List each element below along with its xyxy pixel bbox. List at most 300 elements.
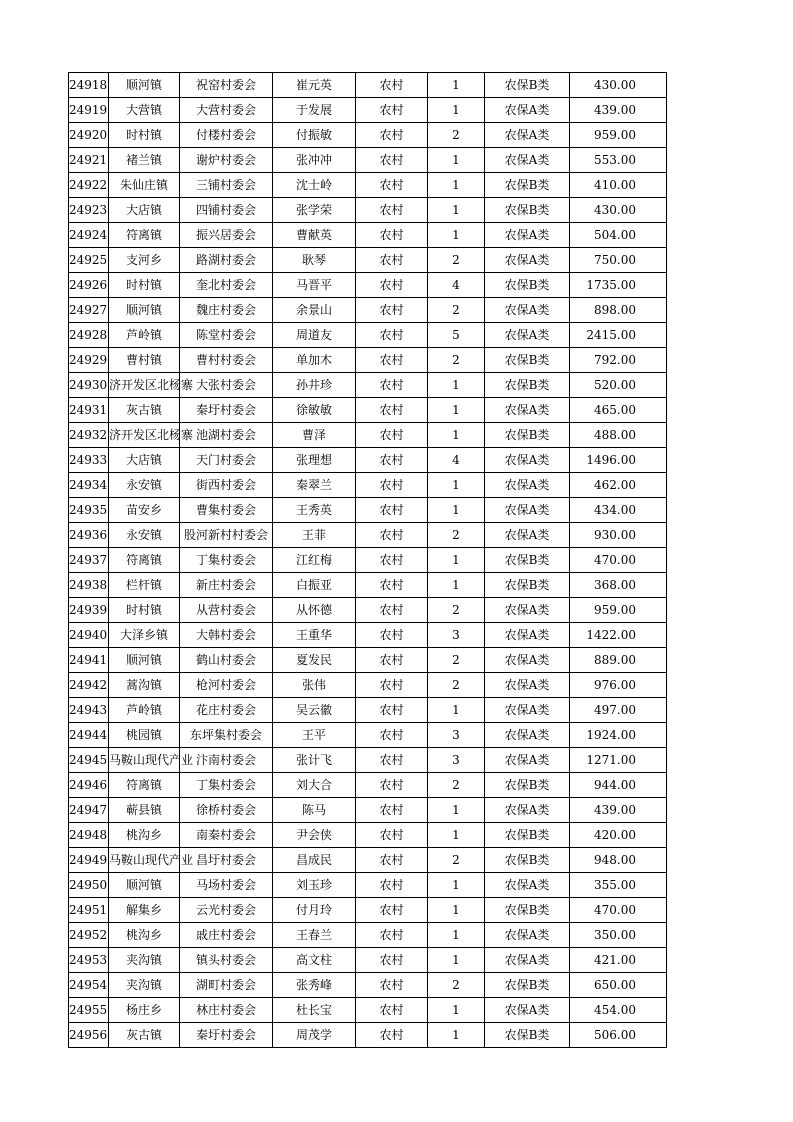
village-committee-cell: 花庄村委会 <box>180 698 273 723</box>
insurance-category-cell: 农保B类 <box>485 198 570 223</box>
record-id-cell: 24925 <box>69 248 109 273</box>
household-count-cell: 1 <box>428 473 485 498</box>
amount-cell: 792.00 <box>570 348 667 373</box>
table-row <box>69 698 667 723</box>
village-committee-cell: 东坪集村委会 <box>180 723 273 748</box>
amount-cell: 959.00 <box>570 123 667 148</box>
amount-cell: 504.00 <box>570 223 667 248</box>
area-type-cell: 农村 <box>356 598 428 623</box>
area-type-cell: 农村 <box>356 473 428 498</box>
person-name-cell: 王春兰 <box>273 923 356 948</box>
amount-cell: 470.00 <box>570 898 667 923</box>
person-name-cell: 刘大合 <box>273 773 356 798</box>
town-cell: 桃园镇 <box>109 723 180 748</box>
record-id-cell: 24921 <box>69 148 109 173</box>
town-cell: 永安镇 <box>109 523 180 548</box>
area-type-cell: 农村 <box>356 198 428 223</box>
record-id-cell: 24941 <box>69 648 109 673</box>
insurance-category-cell: 农保A类 <box>485 223 570 248</box>
village-committee-cell: 镇头村委会 <box>180 948 273 973</box>
record-id-cell: 24919 <box>69 98 109 123</box>
record-id-cell: 24934 <box>69 473 109 498</box>
insurance-category-cell: 农保A类 <box>485 473 570 498</box>
area-type-cell: 农村 <box>356 673 428 698</box>
insurance-category-cell: 农保B类 <box>485 573 570 598</box>
village-committee-cell: 振兴居委会 <box>180 223 273 248</box>
record-id-cell: 24955 <box>69 998 109 1023</box>
person-name-cell: 徐敏敏 <box>273 398 356 423</box>
table-row <box>69 998 667 1023</box>
village-committee-cell: 大张村委会 <box>180 373 273 398</box>
insurance-category-cell: 农保A类 <box>485 148 570 173</box>
insurance-category-cell: 农保B类 <box>485 548 570 573</box>
record-id-cell: 24956 <box>69 1023 109 1048</box>
person-name-cell: 耿琴 <box>273 248 356 273</box>
amount-cell: 944.00 <box>570 773 667 798</box>
amount-cell: 421.00 <box>570 948 667 973</box>
household-count-cell: 1 <box>428 198 485 223</box>
town-cell: 大营镇 <box>109 98 180 123</box>
area-type-cell: 农村 <box>356 273 428 298</box>
village-committee-cell: 曹村村委会 <box>180 348 273 373</box>
village-committee-cell: 谢炉村委会 <box>180 148 273 173</box>
area-type-cell: 农村 <box>356 623 428 648</box>
table-row <box>69 248 667 273</box>
village-committee-cell: 路湖村委会 <box>180 248 273 273</box>
town-cell: 灰古镇 <box>109 1023 180 1048</box>
village-committee-cell: 四铺村委会 <box>180 198 273 223</box>
insurance-category-cell: 农保B类 <box>485 423 570 448</box>
amount-cell: 1735.00 <box>570 273 667 298</box>
area-type-cell: 农村 <box>356 948 428 973</box>
amount-cell: 465.00 <box>570 398 667 423</box>
area-type-cell: 农村 <box>356 723 428 748</box>
record-id-cell: 24933 <box>69 448 109 473</box>
town-cell: 灰古镇 <box>109 398 180 423</box>
household-count-cell: 1 <box>428 173 485 198</box>
household-count-cell: 2 <box>428 673 485 698</box>
amount-cell: 976.00 <box>570 673 667 698</box>
table-row <box>69 348 667 373</box>
table-row <box>69 223 667 248</box>
person-name-cell: 周茂学 <box>273 1023 356 1048</box>
record-id-cell: 24927 <box>69 298 109 323</box>
household-count-cell: 4 <box>428 273 485 298</box>
household-count-cell: 1 <box>428 998 485 1023</box>
amount-cell: 410.00 <box>570 173 667 198</box>
village-committee-cell: 马场村委会 <box>180 873 273 898</box>
household-count-cell: 1 <box>428 373 485 398</box>
village-committee-cell: 天门村委会 <box>180 448 273 473</box>
household-count-cell: 1 <box>428 698 485 723</box>
person-name-cell: 孙井珍 <box>273 373 356 398</box>
area-type-cell: 农村 <box>356 548 428 573</box>
amount-cell: 898.00 <box>570 298 667 323</box>
household-count-cell: 2 <box>428 773 485 798</box>
person-name-cell: 刘玉珍 <box>273 873 356 898</box>
town-cell: 符离镇 <box>109 773 180 798</box>
area-type-cell: 农村 <box>356 798 428 823</box>
village-committee-cell: 徐桥村委会 <box>180 798 273 823</box>
insurance-category-cell: 农保B类 <box>485 348 570 373</box>
person-name-cell: 张冲冲 <box>273 148 356 173</box>
record-id-cell: 24946 <box>69 773 109 798</box>
household-count-cell: 2 <box>428 648 485 673</box>
amount-cell: 1924.00 <box>570 723 667 748</box>
village-committee-cell: 湖町村委会 <box>180 973 273 998</box>
record-id-cell: 24932 <box>69 423 109 448</box>
amount-cell: 948.00 <box>570 848 667 873</box>
person-name-cell: 张理想 <box>273 448 356 473</box>
table-row <box>69 773 667 798</box>
person-name-cell: 陈马 <box>273 798 356 823</box>
town-cell: 蕲县镇 <box>109 798 180 823</box>
person-name-cell: 周道友 <box>273 323 356 348</box>
amount-cell: 462.00 <box>570 473 667 498</box>
town-cell: 芦岭镇 <box>109 323 180 348</box>
town-cell: 栏杆镇 <box>109 573 180 598</box>
record-id-cell: 24943 <box>69 698 109 723</box>
table-row <box>69 748 667 773</box>
record-id-cell: 24929 <box>69 348 109 373</box>
person-name-cell: 付振敏 <box>273 123 356 148</box>
area-type-cell: 农村 <box>356 1023 428 1048</box>
town-cell: 大泽乡镇 <box>109 623 180 648</box>
table-row <box>69 373 667 398</box>
area-type-cell: 农村 <box>356 498 428 523</box>
record-id-cell: 24952 <box>69 923 109 948</box>
household-count-cell: 2 <box>428 348 485 373</box>
amount-cell: 439.00 <box>570 798 667 823</box>
household-count-cell: 1 <box>428 73 485 98</box>
amount-cell: 959.00 <box>570 598 667 623</box>
town-cell: 朱仙庄镇 <box>109 173 180 198</box>
amount-cell: 420.00 <box>570 823 667 848</box>
record-id-cell: 24939 <box>69 598 109 623</box>
person-name-cell: 张伟 <box>273 673 356 698</box>
household-count-cell: 1 <box>428 423 485 448</box>
household-count-cell: 1 <box>428 98 485 123</box>
area-type-cell: 农村 <box>356 648 428 673</box>
insurance-category-cell: 农保A类 <box>485 673 570 698</box>
record-id-cell: 24945 <box>69 748 109 773</box>
person-name-cell: 高文柱 <box>273 948 356 973</box>
village-committee-cell: 鹤山村委会 <box>180 648 273 673</box>
household-count-cell: 3 <box>428 723 485 748</box>
area-type-cell: 农村 <box>356 148 428 173</box>
household-count-cell: 1 <box>428 1023 485 1048</box>
household-count-cell: 1 <box>428 823 485 848</box>
person-name-cell: 张学荣 <box>273 198 356 223</box>
area-type-cell: 农村 <box>356 98 428 123</box>
amount-cell: 430.00 <box>570 198 667 223</box>
record-id-cell: 24930 <box>69 373 109 398</box>
record-id-cell: 24924 <box>69 223 109 248</box>
person-name-cell: 王重华 <box>273 623 356 648</box>
household-count-cell: 2 <box>428 248 485 273</box>
area-type-cell: 农村 <box>356 248 428 273</box>
area-type-cell: 农村 <box>356 898 428 923</box>
person-name-cell: 崔元英 <box>273 73 356 98</box>
record-id-cell: 24949 <box>69 848 109 873</box>
amount-cell: 2415.00 <box>570 323 667 348</box>
table-row <box>69 823 667 848</box>
record-id-cell: 24936 <box>69 523 109 548</box>
table-row <box>69 73 667 98</box>
village-committee-cell: 曹集村委会 <box>180 498 273 523</box>
insurance-category-cell: 农保A类 <box>485 523 570 548</box>
household-count-cell: 1 <box>428 148 485 173</box>
village-committee-cell: 昌圩村委会 <box>180 848 273 873</box>
household-count-cell: 1 <box>428 798 485 823</box>
table-row <box>69 398 667 423</box>
amount-cell: 355.00 <box>570 873 667 898</box>
person-name-cell: 夏发民 <box>273 648 356 673</box>
record-id-cell: 24922 <box>69 173 109 198</box>
record-id-cell: 24920 <box>69 123 109 148</box>
area-type-cell: 农村 <box>356 873 428 898</box>
person-name-cell: 尹会侠 <box>273 823 356 848</box>
amount-cell: 1271.00 <box>570 748 667 773</box>
record-id-cell: 24923 <box>69 198 109 223</box>
amount-cell: 488.00 <box>570 423 667 448</box>
record-id-cell: 24953 <box>69 948 109 973</box>
person-name-cell: 杜长宝 <box>273 998 356 1023</box>
amount-cell: 454.00 <box>570 998 667 1023</box>
household-count-cell: 2 <box>428 973 485 998</box>
person-name-cell: 张秀峰 <box>273 973 356 998</box>
town-cell: 芦岭镇 <box>109 698 180 723</box>
village-committee-cell: 云光村委会 <box>180 898 273 923</box>
amount-cell: 434.00 <box>570 498 667 523</box>
person-name-cell: 曹泽 <box>273 423 356 448</box>
record-id-cell: 24944 <box>69 723 109 748</box>
household-count-cell: 3 <box>428 623 485 648</box>
amount-cell: 470.00 <box>570 548 667 573</box>
insurance-category-cell: 农保A类 <box>485 873 570 898</box>
table-body <box>69 73 667 1048</box>
household-count-cell: 1 <box>428 923 485 948</box>
area-type-cell: 农村 <box>356 923 428 948</box>
town-cell: 蒿沟镇 <box>109 673 180 698</box>
table-row <box>69 898 667 923</box>
area-type-cell: 农村 <box>356 823 428 848</box>
table-row <box>69 523 667 548</box>
household-count-cell: 1 <box>428 898 485 923</box>
table-row <box>69 948 667 973</box>
table-row <box>69 473 667 498</box>
table-row <box>69 973 667 998</box>
town-cell: 马鞍山现代产业 <box>109 748 180 773</box>
household-count-cell: 1 <box>428 573 485 598</box>
person-name-cell: 昌成民 <box>273 848 356 873</box>
table-row <box>69 98 667 123</box>
village-committee-cell: 秦圩村委会 <box>180 398 273 423</box>
table-row <box>69 598 667 623</box>
town-cell: 夹沟镇 <box>109 948 180 973</box>
amount-cell: 368.00 <box>570 573 667 598</box>
insurance-category-cell: 农保B类 <box>485 173 570 198</box>
town-cell: 顺河镇 <box>109 298 180 323</box>
insurance-category-cell: 农保B类 <box>485 773 570 798</box>
table-row <box>69 498 667 523</box>
amount-cell: 497.00 <box>570 698 667 723</box>
town-cell: 解集乡 <box>109 898 180 923</box>
insurance-category-cell: 农保A类 <box>485 598 570 623</box>
village-committee-cell: 南秦村委会 <box>180 823 273 848</box>
amount-cell: 889.00 <box>570 648 667 673</box>
town-cell: 支河乡 <box>109 248 180 273</box>
record-id-cell: 24935 <box>69 498 109 523</box>
town-cell: 桃沟乡 <box>109 823 180 848</box>
area-type-cell: 农村 <box>356 398 428 423</box>
person-name-cell: 马晋平 <box>273 273 356 298</box>
amount-cell: 553.00 <box>570 148 667 173</box>
insurance-category-cell: 农保A类 <box>485 698 570 723</box>
record-id-cell: 24937 <box>69 548 109 573</box>
insurance-category-cell: 农保A类 <box>485 248 570 273</box>
person-name-cell: 江红梅 <box>273 548 356 573</box>
insurance-category-cell: 农保B类 <box>485 848 570 873</box>
amount-cell: 1422.00 <box>570 623 667 648</box>
village-committee-cell: 祝窑村委会 <box>180 73 273 98</box>
household-count-cell: 1 <box>428 398 485 423</box>
area-type-cell: 农村 <box>356 348 428 373</box>
area-type-cell: 农村 <box>356 573 428 598</box>
table-row <box>69 798 667 823</box>
record-id-cell: 24942 <box>69 673 109 698</box>
person-name-cell: 单加木 <box>273 348 356 373</box>
village-committee-cell: 从营村委会 <box>180 598 273 623</box>
town-cell: 符离镇 <box>109 223 180 248</box>
village-committee-cell: 秦圩村委会 <box>180 1023 273 1048</box>
household-count-cell: 2 <box>428 848 485 873</box>
table-row <box>69 673 667 698</box>
insurance-category-cell: 农保B类 <box>485 1023 570 1048</box>
insurance-category-cell: 农保A类 <box>485 448 570 473</box>
area-type-cell: 农村 <box>356 748 428 773</box>
insurance-category-cell: 农保A类 <box>485 998 570 1023</box>
town-cell: 济开发区北杨寨 <box>109 373 180 398</box>
household-count-cell: 1 <box>428 948 485 973</box>
insurance-category-cell: 农保A类 <box>485 323 570 348</box>
village-committee-cell: 大营村委会 <box>180 98 273 123</box>
town-cell: 夹沟镇 <box>109 973 180 998</box>
table-row <box>69 573 667 598</box>
village-committee-cell: 汴南村委会 <box>180 748 273 773</box>
record-id-cell: 24940 <box>69 623 109 648</box>
area-type-cell: 农村 <box>356 698 428 723</box>
insurance-category-cell: 农保B类 <box>485 973 570 998</box>
amount-cell: 1496.00 <box>570 448 667 473</box>
insurance-category-cell: 农保B类 <box>485 73 570 98</box>
insurance-category-cell: 农保A类 <box>485 798 570 823</box>
area-type-cell: 农村 <box>356 848 428 873</box>
household-count-cell: 1 <box>428 548 485 573</box>
village-committee-cell: 魏庄村委会 <box>180 298 273 323</box>
area-type-cell: 农村 <box>356 973 428 998</box>
village-committee-cell: 丁集村委会 <box>180 773 273 798</box>
insurance-category-cell: 农保A类 <box>485 923 570 948</box>
village-committee-cell: 新庄村委会 <box>180 573 273 598</box>
household-count-cell: 2 <box>428 523 485 548</box>
table-row <box>69 873 667 898</box>
insurance-category-cell: 农保A类 <box>485 723 570 748</box>
town-cell: 符离镇 <box>109 548 180 573</box>
table-row <box>69 923 667 948</box>
table-row <box>69 173 667 198</box>
amount-cell: 350.00 <box>570 923 667 948</box>
household-count-cell: 5 <box>428 323 485 348</box>
town-cell: 曹村镇 <box>109 348 180 373</box>
person-name-cell: 从怀德 <box>273 598 356 623</box>
amount-cell: 506.00 <box>570 1023 667 1048</box>
town-cell: 顺河镇 <box>109 648 180 673</box>
person-name-cell: 于发展 <box>273 98 356 123</box>
village-committee-cell: 丁集村委会 <box>180 548 273 573</box>
household-count-cell: 1 <box>428 873 485 898</box>
person-name-cell: 白振亚 <box>273 573 356 598</box>
person-name-cell: 张计飞 <box>273 748 356 773</box>
insurance-category-cell: 农保A类 <box>485 648 570 673</box>
amount-cell: 520.00 <box>570 373 667 398</box>
insurance-category-cell: 农保A类 <box>485 398 570 423</box>
table-row <box>69 848 667 873</box>
table-row <box>69 448 667 473</box>
town-cell: 济开发区北杨寨 <box>109 423 180 448</box>
table-row <box>69 548 667 573</box>
insurance-category-cell: 农保B类 <box>485 823 570 848</box>
village-committee-cell: 戚庄村委会 <box>180 923 273 948</box>
village-committee-cell: 付楼村委会 <box>180 123 273 148</box>
amount-cell: 750.00 <box>570 248 667 273</box>
household-count-cell: 1 <box>428 223 485 248</box>
insurance-category-cell: 农保B类 <box>485 898 570 923</box>
insurance-category-cell: 农保A类 <box>485 498 570 523</box>
amount-cell: 439.00 <box>570 98 667 123</box>
insurance-category-cell: 农保B类 <box>485 273 570 298</box>
person-name-cell: 王秀英 <box>273 498 356 523</box>
person-name-cell: 付月玲 <box>273 898 356 923</box>
record-id-cell: 24918 <box>69 73 109 98</box>
area-type-cell: 农村 <box>356 123 428 148</box>
household-count-cell: 2 <box>428 123 485 148</box>
table-row <box>69 298 667 323</box>
person-name-cell: 王菲 <box>273 523 356 548</box>
village-committee-cell: 股河新村村委会 <box>180 523 273 548</box>
record-id-cell: 24950 <box>69 873 109 898</box>
amount-cell: 430.00 <box>570 73 667 98</box>
person-name-cell: 吴云徽 <box>273 698 356 723</box>
area-type-cell: 农村 <box>356 323 428 348</box>
amount-cell: 930.00 <box>570 523 667 548</box>
table-row <box>69 723 667 748</box>
village-committee-cell: 陈堂村委会 <box>180 323 273 348</box>
table-row <box>69 273 667 298</box>
record-id-cell: 24947 <box>69 798 109 823</box>
town-cell: 大店镇 <box>109 198 180 223</box>
area-type-cell: 农村 <box>356 173 428 198</box>
village-committee-cell: 街西村委会 <box>180 473 273 498</box>
area-type-cell: 农村 <box>356 73 428 98</box>
benefit-record-table <box>68 72 667 1048</box>
area-type-cell: 农村 <box>356 298 428 323</box>
insurance-category-cell: 农保A类 <box>485 98 570 123</box>
record-id-cell: 24938 <box>69 573 109 598</box>
person-name-cell: 秦翠兰 <box>273 473 356 498</box>
area-type-cell: 农村 <box>356 423 428 448</box>
village-committee-cell: 池湖村委会 <box>180 423 273 448</box>
